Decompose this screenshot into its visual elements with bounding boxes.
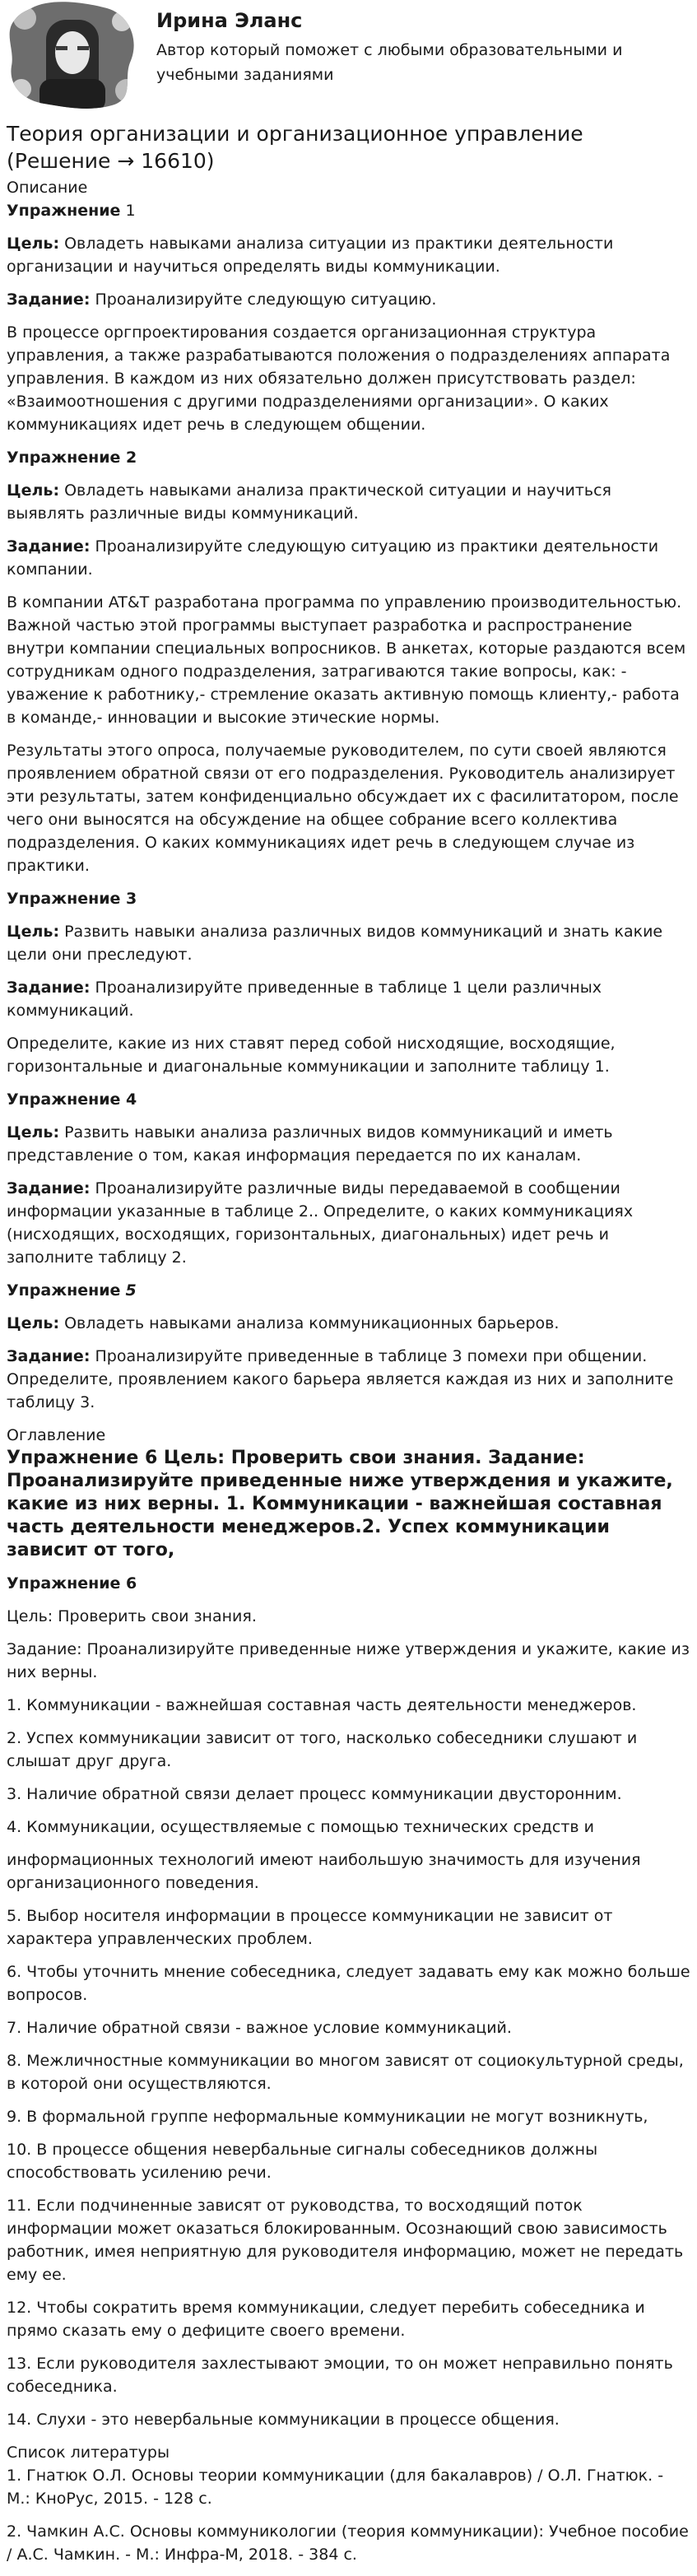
ex1-goal: Цель: Овладеть навыками анализа ситуации из практики деятельности организации и научиться определять виды коммуникации.: [7, 235, 614, 276]
ex6-item: 7. Наличие обратной связи - важное условие коммуникаций.: [7, 2019, 512, 2037]
page-title: Теория организации и организационное управление (Решение → 16610): [7, 122, 583, 173]
toc-heading: Упражнение 6 Цель: Проверить свои знания. Задание: Проанализируйте приведенные ниже утверждения и укажите, какие из них верны. 1. Коммуникации - важнейшая составная часть деятельности менеджеров.2. Успех коммуникации зависит от того,: [7, 1448, 673, 1560]
ex6-item: 4. Коммуникации, осуществляемые с помощью технических средств и: [7, 1818, 595, 1836]
ex1-paragraph: В процессе оргпроектирования создается организационная структура управления, а также разрабатываются положения о подразделениях аппарата управления. В каждом из них обязательно должен присутствовать раздел: «Взаимоотношения с другими подразделениями организации». О каких коммуникациях идет речь в следующем общении.: [7, 323, 671, 434]
ex3-goal: Цель: Развить навыки анализа различных видов коммуникаций и знать какие цели они преследуют.: [7, 923, 663, 964]
ex6-item: 11. Если подчиненные зависят от руководства, то восходящий поток информации может оказаться блокированным. Осознающий свою зависимость работник, имея неприятную для руководителя информацию, может не передать ему ее.: [7, 2197, 684, 2284]
ex6-item: 3. Наличие обратной связи делает процесс коммуникации двусторонним.: [7, 1785, 622, 1803]
literature-label: Список литературы: [7, 2443, 170, 2462]
literature-item: 1. Гнатюк О.Л. Основы теории коммуникации (для бакалавров) / О.Л. Гнатюк. - М.: КноРус, 2015. - 128 с.: [7, 2467, 664, 2508]
ex4-heading: Упражнение 4: [7, 1090, 137, 1109]
ex6-item: 13. Если руководителя захлестывают эмоции, то он может неправильно понять собеседника.: [7, 2355, 673, 2396]
ex4-task: Задание: Проанализируйте различные виды передаваемой в сообщении информации указанные в таблице 2.. Определите, о каких коммуникациях (нисходящих, восходящих, горизонтальных, диагональных) идет речь и заполните таблицу 2.: [7, 1179, 634, 1267]
ex6-goal: Цель: Проверить свои знания.: [7, 1607, 257, 1625]
ex6-item: 6. Чтобы уточнить мнение собеседника, следует задавать ему как можно больше вопросов.: [7, 1963, 690, 2004]
ex6-heading: Упражнение 6: [7, 1574, 137, 1593]
ex6-item: 2. Успех коммуникации зависит от того, насколько собеседники слушают и слышат друг друга.: [7, 1729, 638, 1770]
ex5-task: Задание: Проанализируйте приведенные в таблице 3 помехи при общении. Определите, проявлением какого барьера является каждая из них и заполните таблицу 3.: [7, 1347, 674, 1411]
ex1-task: Задание: Проанализируйте следующую ситуацию.: [7, 291, 437, 309]
toc-label: Оглавление: [7, 1426, 106, 1444]
ex6-item: информационных технологий имеют наибольшую значимость для изучения организационного поведения.: [7, 1851, 641, 1892]
ex6-item: 5. Выбор носителя информации в процессе коммуникации не зависит от характера управленческих проблем.: [7, 1907, 613, 1948]
ex2-goal: Цель: Овладеть навыками анализа практической ситуации и научиться выявлять различные виды коммуникаций.: [7, 481, 611, 523]
avatar[interactable]: [7, 0, 138, 110]
literature-item: 2. Чамкин А.С. Основы коммуникологии (теория коммуникации): Учебное пособие / А.С. Чамкин. - М.: Инфра-М, 2018. - 384 с.: [7, 2523, 689, 2564]
ex3-heading: Упражнение 3: [7, 890, 137, 908]
description-label: Описание: [7, 179, 88, 197]
ex6-item: 8. Межличностные коммуникации во многом зависят от социокультурной среды, в которой они осуществляются.: [7, 2052, 684, 2093]
ex2-heading: Упражнение 2: [7, 449, 137, 467]
ex4-goal: Цель: Развить навыки анализа различных видов коммуникаций и иметь представление о том, какая информация передается по их каналам.: [7, 1123, 613, 1165]
ex1-heading: Упражнение 1: [7, 202, 136, 220]
ex6-item: 14. Слухи - это невербальные коммуникации в процессе общения.: [7, 2411, 560, 2429]
ex6-item: 1. Коммуникации - важнейшая составная часть деятельности менеджеров.: [7, 1696, 637, 1714]
author-block: [7, 0, 690, 115]
ex6-item: 10. В процессе общения невербальные сигналы собеседников должны способствовать усилению речи.: [7, 2141, 598, 2182]
author-info: [156, 0, 667, 87]
ex2-task: Задание: Проанализируйте следующую ситуацию из практики деятельности компании.: [7, 537, 659, 579]
ex3-paragraph: Определите, какие из них ставят перед собой нисходящие, восходящие, горизонтальные и диагональные коммуникации и заполните таблицу 1.: [7, 1035, 616, 1076]
ex5-goal: Цель: Овладеть навыками анализа коммуникационных барьеров.: [7, 1314, 560, 1332]
author-description: Автор который поможет с любыми образовательными и учебными заданиями: [156, 41, 623, 84]
ex2-paragraph-1: В компании AT&T разработана программа по управлению производительностью. Важной частью этой программы выступает разработка и распространение внутри компании специальных вопросников. В анкетах, которые раздаются всем сотрудникам одного подразделения, затрагиваются такие вопросы, как: - уважение к работнику,- стремление оказать активную помощь клиенту,- работа в команде,- инновации и высокие этические нормы.: [7, 593, 686, 727]
ex6-item: 9. В формальной группе неформальные коммуникации не могут возникнуть,: [7, 2108, 648, 2126]
ex6-item: 12. Чтобы сократить время коммуникации, следует перебить собеседника и прямо сказать ему о дефиците своего времени.: [7, 2299, 645, 2340]
author-name[interactable]: Ирина Эланс: [156, 9, 303, 32]
ex6-task: Задание: Проанализируйте приведенные ниже утверждения и укажите, какие из них верны.: [7, 1640, 690, 1681]
ex2-paragraph-2: Результаты этого опроса, получаемые руководителем, по сути своей являются проявлением обратной связи от его подразделения. Руководитель анализирует эти результаты, затем конфиденциально обсуждает их с фасилитатором, после чего они выносятся на обсуждение на общее собрание всего коллектива подразделения. О каких коммуникациях идет речь в следующем случае из практики.: [7, 742, 679, 875]
ex3-task: Задание: Проанализируйте приведенные в таблице 1 цели различных коммуникаций.: [7, 979, 602, 1020]
avatar-image-icon: [7, 0, 138, 110]
ex5-heading: Упражнение 5: [7, 1281, 137, 1300]
